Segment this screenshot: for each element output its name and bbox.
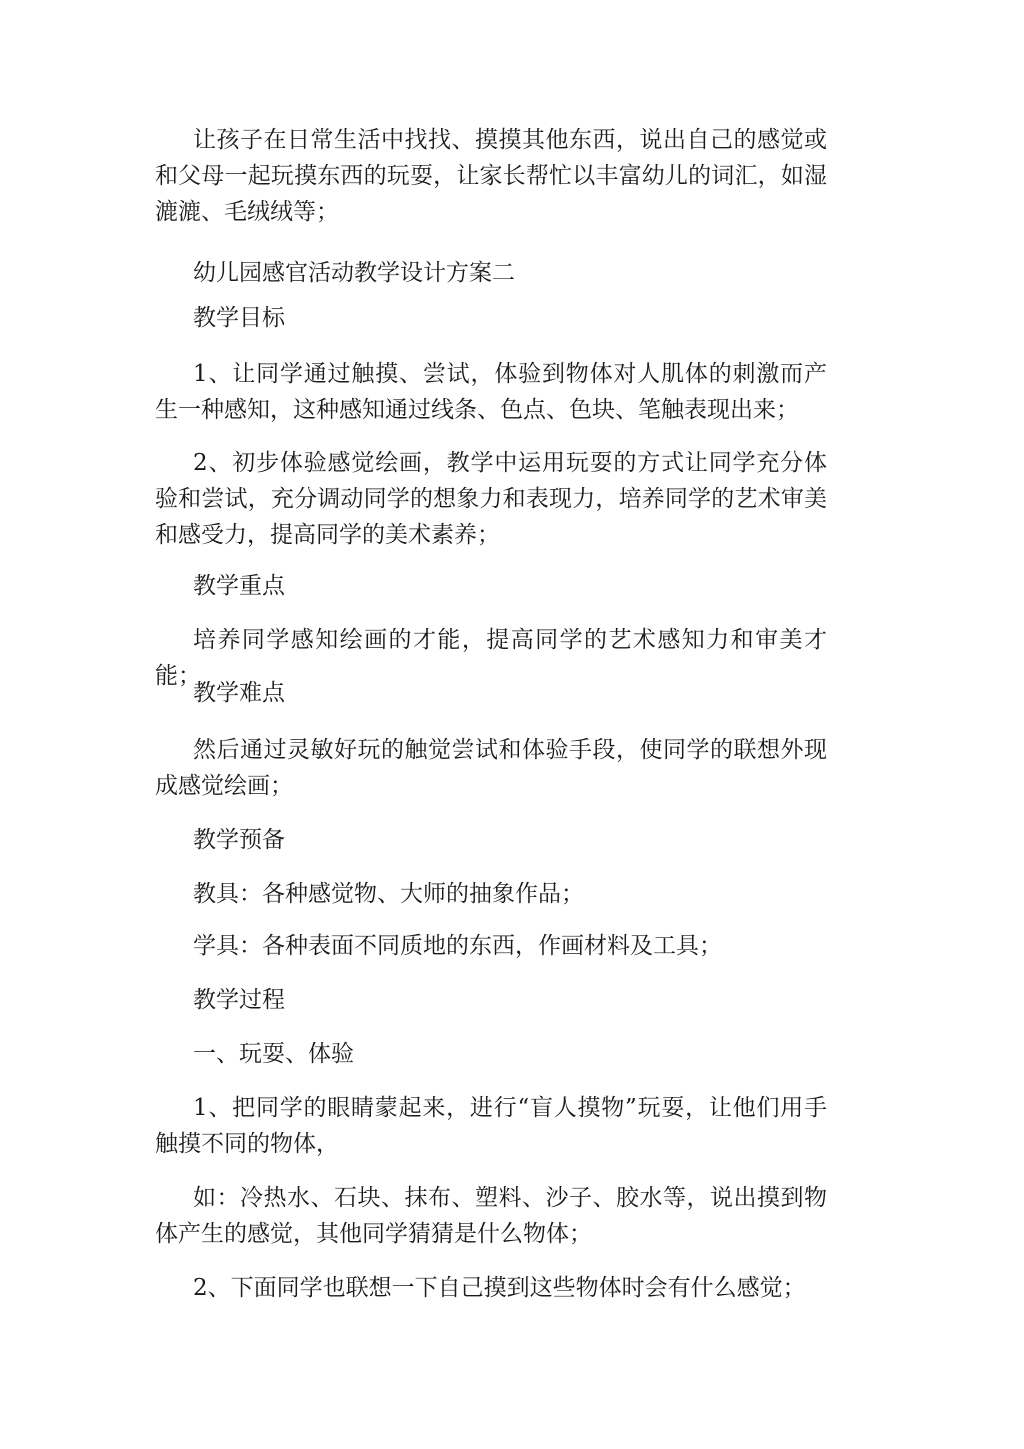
process-step-heading: 一、玩耍、体验 (193, 1041, 354, 1067)
teaching-aids-text: 教具：各种感觉物、大师的抽象作品； (193, 881, 584, 907)
heading-difficulties: 教学难点 (193, 680, 285, 706)
process-example-text: 如：冷热水、石块、抹布、塑料、沙子、胶水等，说出摸到物体产生的感觉，其他同学猜猜是什么物体； (155, 1185, 827, 1247)
section-title: 幼儿园感官活动教学设计方案二 (193, 260, 515, 286)
heading-preparation: 教学预备 (193, 827, 285, 853)
goal-item-1: 1、让同学通过触摸、尝试，体验到物体对人肌体的刺激而产生一种感知，这种感知通过线条、色点、色块、笔触表现出来； (155, 361, 827, 423)
heading-key-points: 教学重点 (193, 573, 285, 599)
key-points-text: 培养同学感知绘画的才能，提高同学的艺术感知力和审美才能； (155, 627, 827, 689)
process-item-1: 1、把同学的眼睛蒙起来，进行“盲人摸物”玩耍，让他们用手触摸不同的物体， (155, 1095, 827, 1157)
paragraph-intro: 让孩子在日常生活中找找、摸摸其他东西，说出自己的感觉或和父母一起玩摸东西的玩耍，让家长帮忙以丰富幼儿的词汇，如湿漉漉、毛绒绒等； (155, 127, 827, 225)
process-item-2: 2、下面同学也联想一下自己摸到这些物体时会有什么感觉； (193, 1275, 806, 1301)
difficulties-text: 然后通过灵敏好玩的触觉尝试和体验手段，使同学的联想外现成感觉绘画； (155, 737, 827, 799)
student-tools-text: 学具：各种表面不同质地的东西，作画材料及工具； (193, 933, 722, 959)
heading-process: 教学过程 (193, 987, 285, 1013)
goal-item-2: 2、初步体验感觉绘画，教学中运用玩耍的方式让同学充分体验和尝试，充分调动同学的想象力和表现力，培养同学的艺术审美和感受力，提高同学的美术素养； (155, 450, 827, 548)
heading-teaching-goals: 教学目标 (193, 305, 285, 331)
